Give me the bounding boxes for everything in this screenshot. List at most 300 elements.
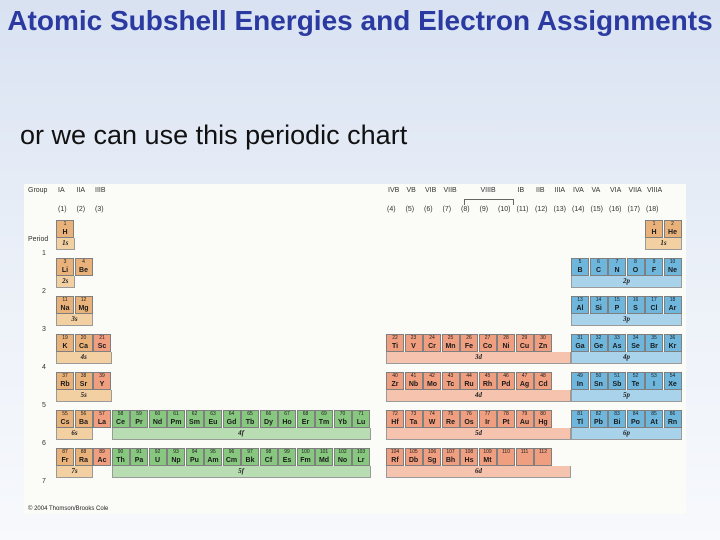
- atomic-number: 80: [540, 411, 546, 417]
- atomic-number: 47: [521, 373, 528, 379]
- group-number: (13): [553, 206, 566, 213]
- element-symbol: V: [411, 343, 416, 350]
- element-symbol: Rf: [391, 457, 399, 464]
- subshell-label: 3p: [571, 314, 682, 326]
- element-cell: [278, 448, 296, 466]
- group-number: (4): [387, 206, 396, 213]
- element-symbol: Ba: [79, 419, 88, 426]
- atomic-number: 102: [338, 449, 347, 455]
- element-cell: [534, 334, 552, 352]
- atomic-number: 108: [464, 449, 474, 455]
- element-cell: [442, 448, 460, 466]
- subshell-label: 6p: [571, 428, 682, 440]
- element-symbol: Cr: [428, 343, 436, 350]
- element-cell: [516, 448, 534, 466]
- atomic-number: 83: [614, 411, 620, 417]
- atomic-number: 22: [392, 335, 398, 341]
- element-symbol: Ni: [502, 343, 510, 350]
- atomic-number: 87: [62, 449, 68, 455]
- group-header: IIIB: [95, 187, 106, 194]
- element-cell: [56, 296, 74, 314]
- element-symbol: Er: [301, 419, 310, 426]
- element-cell: [627, 334, 645, 352]
- atomic-number: 38: [80, 373, 87, 379]
- element-cell: [167, 410, 185, 428]
- group-number: (18): [646, 206, 659, 213]
- atomic-number: 77: [484, 411, 491, 417]
- atomic-number: 91: [136, 449, 142, 455]
- element-cell: [645, 296, 663, 314]
- subshell-label: 6d: [386, 466, 571, 478]
- element-cell: [460, 410, 478, 428]
- element-cell: [405, 372, 423, 390]
- element-symbol: U: [154, 457, 161, 464]
- element-symbol: Np: [171, 457, 181, 464]
- element-cell: [479, 448, 497, 466]
- element-cell: [497, 372, 515, 390]
- element-symbol: Bh: [445, 457, 456, 464]
- element-cell: [405, 410, 423, 428]
- subshell-label: 4s: [56, 352, 112, 364]
- element-cell: [278, 410, 296, 428]
- atomic-number: 34: [632, 335, 639, 341]
- element-cell: [627, 410, 645, 428]
- element-cell: [75, 258, 93, 276]
- element-symbol: Tb: [245, 419, 255, 426]
- atomic-number: 42: [429, 373, 435, 379]
- element-symbol: Fe: [464, 343, 474, 350]
- group-label: Group: [28, 187, 48, 194]
- atomic-number: 21: [99, 335, 105, 341]
- atomic-number: 40: [392, 373, 398, 379]
- element-symbol: Co: [482, 343, 493, 350]
- atomic-number: 16: [632, 297, 639, 303]
- element-symbol: Yb: [338, 419, 347, 426]
- element-cell: [423, 334, 441, 352]
- atomic-number: 86: [669, 411, 676, 417]
- group-number: (16): [609, 206, 622, 213]
- group-header: IIB: [536, 187, 545, 194]
- element-cell: [130, 410, 148, 428]
- element-cell: [590, 410, 608, 428]
- element-symbol: Bi: [613, 419, 621, 426]
- atomic-number: 2: [671, 221, 674, 227]
- element-symbol: Eu: [208, 419, 218, 426]
- atomic-number: 55: [62, 411, 68, 417]
- atomic-number: 39: [99, 373, 105, 379]
- element-symbol: I: [653, 381, 655, 388]
- element-cell: [460, 334, 478, 352]
- atomic-number: 72: [392, 411, 398, 417]
- period-number: 6: [42, 440, 46, 447]
- element-cell: [497, 334, 515, 352]
- element-cell: [93, 372, 111, 390]
- atomic-number: 69: [321, 411, 327, 417]
- group-header: VIIB: [443, 187, 457, 194]
- atomic-number: 9: [652, 259, 656, 265]
- atomic-number: 20: [80, 335, 87, 341]
- element-cell: [75, 334, 93, 352]
- element-cell: [204, 448, 222, 466]
- element-cell: [186, 410, 204, 428]
- subshell-label: 5s: [56, 390, 112, 402]
- atomic-number: 28: [503, 335, 509, 341]
- element-cell: [664, 334, 682, 352]
- element-cell: [260, 410, 278, 428]
- atomic-number: 65: [247, 411, 253, 417]
- element-cell: [93, 448, 111, 466]
- group-number: (14): [572, 206, 585, 213]
- element-symbol: Si: [595, 305, 602, 312]
- element-cell: [645, 220, 663, 238]
- subshell-label: 1s: [645, 238, 682, 250]
- element-cell: [56, 372, 74, 390]
- group-number: (11): [516, 206, 529, 213]
- element-symbol: Pd: [501, 381, 511, 388]
- atomic-number: 106: [427, 449, 437, 455]
- group-number: (5): [405, 206, 415, 213]
- element-symbol: W: [428, 419, 436, 426]
- atomic-number: 76: [466, 411, 472, 417]
- atomic-number: 85: [651, 411, 657, 417]
- slide-subtitle: or we can use this periodic chart: [20, 120, 408, 150]
- atomic-number: 36: [669, 335, 676, 341]
- subshell-label: 4f: [112, 428, 371, 440]
- element-cell: [664, 258, 682, 276]
- element-symbol: Th: [116, 457, 125, 464]
- element-symbol: Bk: [245, 457, 255, 464]
- element-symbol: H: [62, 229, 68, 236]
- element-cell: [56, 410, 74, 428]
- atomic-number: 27: [484, 335, 491, 341]
- periodic-table-figure: [24, 184, 686, 514]
- atomic-number: 23: [410, 335, 417, 341]
- element-symbol: Fm: [300, 457, 311, 464]
- group-number: (3): [95, 206, 104, 213]
- atomic-number: 4: [82, 259, 85, 265]
- atomic-number: 50: [595, 373, 602, 379]
- element-symbol: Pm: [170, 419, 182, 426]
- atomic-number: 103: [356, 449, 366, 455]
- atomic-number: 62: [191, 411, 198, 417]
- group-header: VIA: [610, 187, 622, 194]
- subshell-label: 4p: [571, 352, 682, 364]
- group-header: IIA: [76, 187, 86, 194]
- element-symbol: Ge: [593, 343, 604, 350]
- element-symbol: Mg: [78, 305, 89, 312]
- atomic-number: 5: [578, 259, 582, 265]
- element-cell: [479, 410, 497, 428]
- atomic-number: 58: [117, 411, 124, 417]
- element-symbol: Li: [61, 267, 69, 274]
- group-header: IB: [517, 187, 525, 194]
- element-cell: [571, 410, 589, 428]
- subshell-label: 5p: [571, 390, 682, 402]
- element-cell: [590, 334, 608, 352]
- element-symbol: Zn: [538, 343, 548, 350]
- atomic-number: 30: [540, 335, 546, 341]
- atomic-number: 18: [669, 297, 676, 303]
- element-cell: [405, 448, 423, 466]
- atomic-number: 56: [80, 411, 87, 417]
- element-symbol: Hs: [464, 457, 474, 464]
- element-cell: [590, 296, 608, 314]
- element-symbol: Pr: [135, 419, 143, 426]
- atomic-number: 98: [265, 449, 272, 455]
- atomic-number: 37: [62, 373, 68, 379]
- element-cell: [534, 448, 552, 466]
- atomic-number: 24: [429, 335, 435, 341]
- atomic-number: 67: [284, 411, 290, 417]
- group-number: (9): [479, 206, 489, 213]
- slide-title: Atomic Subshell Energies and Electron Assignments: [7, 5, 713, 36]
- element-symbol: Sm: [189, 419, 200, 426]
- element-symbol: La: [97, 419, 107, 426]
- subshell-label: 6s: [56, 428, 93, 440]
- element-cell: [241, 448, 259, 466]
- atomic-number: 31: [577, 335, 583, 341]
- element-symbol: Db: [408, 457, 419, 464]
- element-cell: [315, 448, 333, 466]
- element-cell: [479, 334, 497, 352]
- element-symbol: Te: [631, 381, 640, 388]
- element-cell: [664, 296, 682, 314]
- element-cell: [260, 448, 278, 466]
- element-cell: [608, 372, 626, 390]
- atomic-number: 54: [669, 373, 676, 379]
- element-cell: [167, 448, 185, 466]
- atomic-number: 112: [539, 449, 547, 455]
- element-cell: [645, 258, 663, 276]
- atomic-number: 10: [669, 259, 676, 265]
- atomic-number: 92: [154, 449, 161, 455]
- period-number: 4: [42, 364, 46, 371]
- atomic-number: 101: [319, 449, 329, 455]
- subshell-label: 5d: [386, 428, 571, 440]
- element-symbol: C: [595, 267, 602, 274]
- element-symbol: Ga: [575, 343, 585, 350]
- element-cell: [608, 296, 626, 314]
- element-symbol: Pu: [190, 457, 199, 464]
- subshell-label: 2p: [571, 276, 682, 288]
- element-cell: [423, 448, 441, 466]
- element-symbol: Cd: [538, 381, 548, 388]
- element-cell: [386, 448, 404, 466]
- element-symbol: Es: [282, 457, 292, 464]
- atomic-number: 35: [651, 335, 657, 341]
- element-cell: [149, 448, 167, 466]
- element-cell: [334, 410, 352, 428]
- element-cell: [223, 410, 241, 428]
- element-symbol: Be: [79, 267, 88, 274]
- element-symbol: Kr: [668, 343, 677, 350]
- group-header: IA: [58, 187, 65, 194]
- element-symbol: Nb: [408, 381, 419, 388]
- element-symbol: Sc: [97, 343, 107, 350]
- element-cell: [571, 372, 589, 390]
- atomic-number: 49: [577, 373, 583, 379]
- atomic-number: 8: [634, 259, 637, 265]
- element-cell: [497, 448, 515, 466]
- element-cell: [571, 334, 589, 352]
- atomic-number: 61: [173, 411, 179, 417]
- element-symbol: Pt: [502, 419, 510, 426]
- element-cell: [497, 410, 515, 428]
- atomic-number: 88: [80, 449, 87, 455]
- element-cell: [571, 258, 589, 276]
- element-cell: [93, 334, 111, 352]
- atomic-number: 14: [595, 297, 602, 303]
- atomic-number: 78: [503, 411, 509, 417]
- period-number: 1: [42, 250, 46, 257]
- element-symbol: Tc: [446, 381, 455, 388]
- atomic-number: 25: [447, 335, 454, 341]
- atomic-number: 52: [632, 373, 639, 379]
- element-symbol: Ar: [668, 305, 677, 312]
- element-cell: [241, 410, 259, 428]
- element-symbol: In: [576, 381, 584, 388]
- group-header: VIIIA: [647, 187, 663, 194]
- element-symbol: F: [651, 267, 657, 274]
- atomic-number: 1: [63, 221, 67, 227]
- element-cell: [423, 372, 441, 390]
- atomic-number: 6: [597, 259, 600, 265]
- group-bracket: [464, 199, 514, 205]
- group-number: (17): [627, 206, 640, 213]
- element-symbol: Ru: [464, 381, 474, 388]
- element-symbol: Tm: [318, 419, 330, 426]
- period-label: Period: [28, 236, 49, 243]
- element-symbol: Ir: [485, 419, 490, 426]
- atomic-number: 81: [577, 411, 583, 417]
- element-symbol: Ag: [519, 381, 530, 388]
- element-cell: [186, 448, 204, 466]
- element-cell: [93, 410, 111, 428]
- element-cell: [56, 334, 74, 352]
- element-symbol: Pb: [594, 419, 603, 426]
- atomic-number: 46: [503, 373, 509, 379]
- element-symbol: Zr: [391, 381, 399, 388]
- element-symbol: Cf: [264, 457, 273, 464]
- element-symbol: Mt: [483, 457, 492, 464]
- atomic-number: 111: [520, 449, 529, 455]
- atomic-number: 13: [577, 297, 583, 303]
- atomic-number: 15: [614, 297, 620, 303]
- element-cell: [334, 448, 352, 466]
- period-number: 7: [42, 478, 46, 485]
- atomic-number: 29: [521, 335, 528, 341]
- element-symbol: Cm: [225, 457, 238, 464]
- atomic-number: 89: [99, 449, 105, 455]
- atomic-number: 71: [358, 411, 364, 417]
- element-symbol: Na: [60, 305, 70, 312]
- element-symbol: H: [651, 229, 657, 236]
- group-header: VIIIB: [480, 187, 496, 194]
- element-symbol: Br: [650, 343, 658, 350]
- element-symbol: O: [632, 267, 639, 274]
- group-header: VB: [406, 187, 416, 194]
- element-cell: [297, 410, 315, 428]
- element-symbol: Os: [464, 419, 474, 426]
- element-symbol: As: [612, 343, 622, 350]
- group-header: VIB: [425, 187, 437, 194]
- element-symbol: Lr: [357, 457, 365, 464]
- element-symbol: Am: [207, 457, 219, 464]
- element-symbol: Ta: [409, 419, 418, 426]
- atomic-number: 70: [339, 411, 346, 417]
- element-symbol: Fr: [61, 457, 69, 464]
- period-number: 5: [42, 402, 46, 409]
- atomic-number: 68: [302, 411, 309, 417]
- group-number: (2): [76, 206, 86, 213]
- element-symbol: Ra: [79, 457, 88, 464]
- element-symbol: Pa: [134, 457, 144, 464]
- element-cell: [75, 410, 93, 428]
- element-cell: [664, 410, 682, 428]
- element-cell: [56, 220, 74, 238]
- atomic-number: 73: [410, 411, 417, 417]
- atomic-number: 53: [651, 373, 657, 379]
- element-symbol: Ti: [391, 343, 399, 350]
- element-cell: [516, 372, 534, 390]
- element-cell: [516, 410, 534, 428]
- element-symbol: Hf: [391, 419, 399, 426]
- element-cell: [516, 334, 534, 352]
- element-symbol: Rh: [482, 381, 493, 388]
- element-symbol: Po: [631, 419, 640, 426]
- subshell-label: 3d: [386, 352, 571, 364]
- element-symbol: Ne: [668, 267, 677, 274]
- atomic-number: 105: [409, 449, 418, 455]
- element-cell: [75, 296, 93, 314]
- element-symbol: No: [337, 457, 348, 464]
- atomic-number: 19: [62, 335, 68, 341]
- atomic-number: 93: [173, 449, 179, 455]
- element-cell: [56, 258, 74, 276]
- element-cell: [386, 334, 404, 352]
- group-number: (8): [461, 206, 470, 213]
- atomic-number: 95: [210, 449, 216, 455]
- atomic-number: 75: [447, 411, 454, 417]
- element-cell: [590, 372, 608, 390]
- element-cell: [664, 220, 682, 238]
- element-cell: [352, 410, 370, 428]
- element-cell: [645, 410, 663, 428]
- element-symbol: Tl: [576, 419, 584, 426]
- period-number: 3: [42, 326, 46, 333]
- element-cell: [352, 448, 370, 466]
- element-cell: [423, 410, 441, 428]
- element-cell: [75, 372, 93, 390]
- atomic-number: 44: [466, 373, 472, 379]
- element-cell: [534, 372, 552, 390]
- group-header: IVA: [573, 187, 584, 194]
- atomic-number: 12: [80, 297, 87, 303]
- element-cell: [386, 410, 404, 428]
- element-cell: [442, 410, 460, 428]
- atomic-number: 110: [502, 449, 510, 455]
- element-symbol: Se: [631, 343, 640, 350]
- element-cell: [460, 372, 478, 390]
- element-symbol: Au: [519, 419, 530, 426]
- atomic-number: 48: [540, 373, 546, 379]
- element-symbol: Nd: [152, 419, 163, 426]
- atomic-number: 26: [466, 335, 472, 341]
- element-cell: [112, 410, 130, 428]
- atomic-number: 66: [265, 411, 272, 417]
- subshell-label: 4d: [386, 390, 571, 402]
- element-cell: [223, 448, 241, 466]
